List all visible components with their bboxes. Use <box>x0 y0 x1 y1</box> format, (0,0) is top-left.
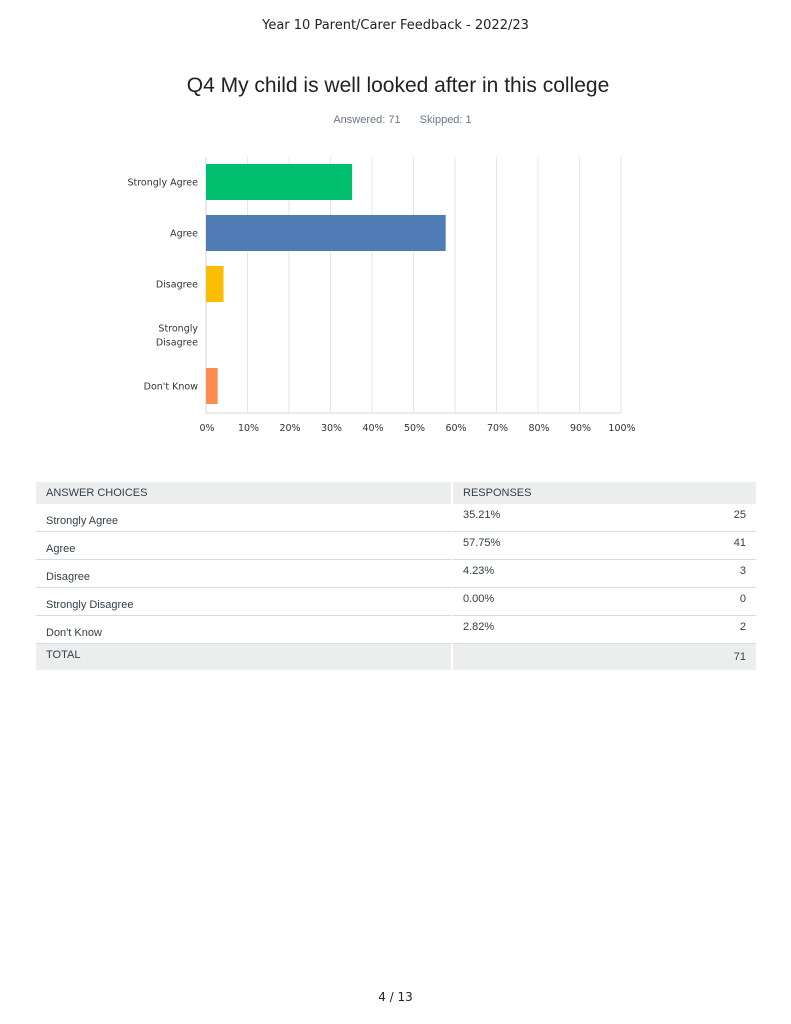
row-count: 25 <box>733 509 746 521</box>
category-label-line: Strongly Agree <box>127 177 198 189</box>
report-title: Year 10 Parent/Carer Feedback - 2022/23 <box>262 18 529 33</box>
category-label <box>156 324 199 349</box>
bar-agree <box>206 215 446 251</box>
x-tick-label: 30% <box>320 423 343 434</box>
x-tick-label: 80% <box>528 423 550 434</box>
row-choice: Agree <box>36 532 453 560</box>
category-label-line: Agree <box>170 228 198 240</box>
row-percent: 4.23% <box>463 565 495 577</box>
total-count: 71 <box>733 651 746 663</box>
row-percent: 2.82% <box>463 621 495 633</box>
row-responses <box>453 532 756 560</box>
table-row <box>36 588 756 616</box>
results-table <box>36 482 756 670</box>
page-number: 4 / 13 <box>378 990 413 1004</box>
x-tick-label: 70% <box>486 423 509 434</box>
question-title: Q4 My child is well looked after in this college <box>186 74 610 97</box>
row-responses <box>453 560 756 588</box>
total-label: TOTAL <box>36 644 453 670</box>
x-tick-label: 50% <box>403 423 426 434</box>
row-count: 3 <box>739 565 746 577</box>
table-row <box>36 504 756 532</box>
category-label-line: Disagree <box>155 337 198 349</box>
bar-chart <box>0 0 791 450</box>
x-tick-label: 60% <box>445 423 467 434</box>
category-label-line: Don't Know <box>143 381 198 393</box>
row-count: 0 <box>739 593 746 605</box>
row-responses <box>453 504 756 532</box>
row-choice: Disagree <box>36 560 453 588</box>
category-label <box>127 178 198 189</box>
x-tick-label: 10% <box>237 423 260 434</box>
x-tick-label: 90% <box>569 423 592 434</box>
category-label-line: Disagree <box>155 279 198 291</box>
header-answer-choices: ANSWER CHOICES <box>36 482 453 504</box>
row-percent: 57.75% <box>463 537 501 549</box>
category-label <box>144 382 199 393</box>
table-total-row <box>36 644 756 670</box>
row-count: 41 <box>733 537 746 549</box>
bar-strongly-agree <box>206 164 352 200</box>
row-choice: Strongly Disagree <box>36 588 453 616</box>
bar-disagree <box>206 266 224 302</box>
table-row <box>36 560 756 588</box>
table-row <box>36 532 756 560</box>
row-percent: 0.00% <box>463 593 495 605</box>
bar-don-t-know <box>206 368 218 404</box>
row-responses <box>453 588 756 616</box>
table-header-row <box>36 482 756 504</box>
table-row <box>36 616 756 644</box>
category-label-line: Strongly <box>158 323 198 335</box>
x-tick-label: 0% <box>199 423 215 434</box>
row-percent: 35.21% <box>463 509 501 521</box>
row-count: 2 <box>739 621 746 633</box>
row-choice: Strongly Agree <box>36 504 453 532</box>
category-label <box>156 280 198 291</box>
x-tick-label: 40% <box>362 423 384 434</box>
answered-count: Answered: 71 <box>333 114 401 126</box>
x-tick-label: 20% <box>279 423 301 434</box>
x-tick-label: 100% <box>608 423 636 434</box>
skipped-count: Skipped: 1 <box>419 114 472 126</box>
total-responses <box>453 644 756 670</box>
row-choice: Don't Know <box>36 616 453 644</box>
header-responses: RESPONSES <box>453 482 756 504</box>
category-label <box>170 229 198 240</box>
row-responses <box>453 616 756 644</box>
